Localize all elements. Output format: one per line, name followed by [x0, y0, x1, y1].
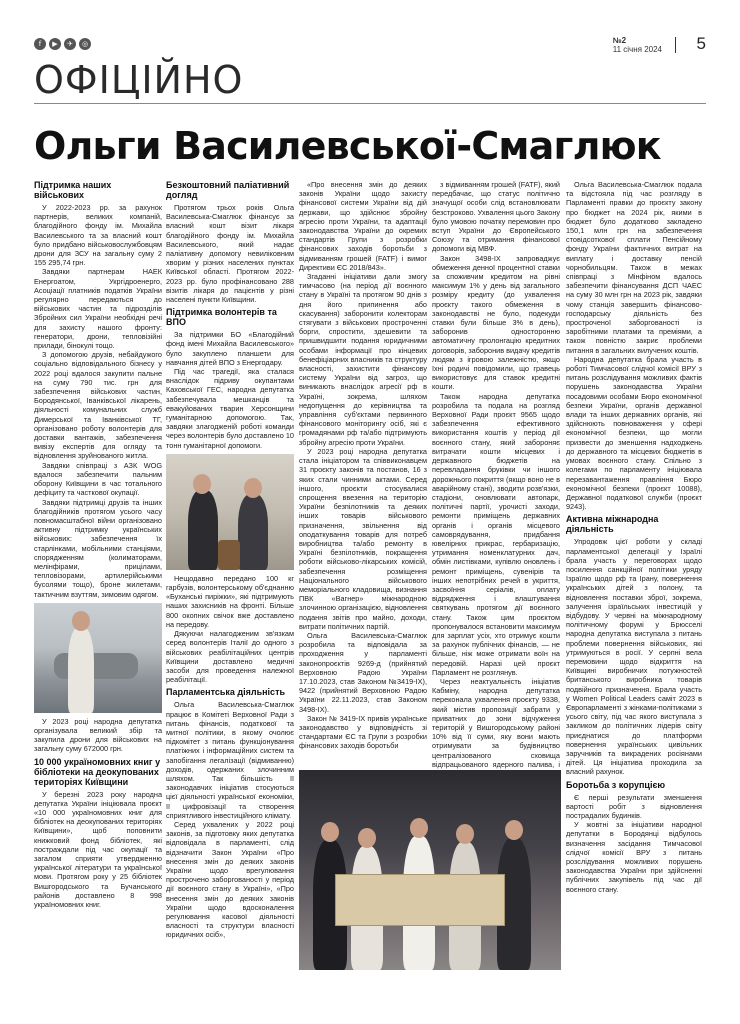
paragraph: У березні 2023 року народна депутатка України ініціювала проєкт «10 000 україномовних книг для бібліотек на деокупованих територіях Київщини», щоб поповнити книжковий фонд бібліотек, які постраждали під час окупації та загалом сприяти утвердженню української літератури та української мови. Протягом року у 25 бібліотек Вишгородського та Бучанського районів доставлено 8 998 україномовних книг. — [34, 789, 162, 909]
telegram-icon[interactable]: ✈ — [64, 38, 76, 50]
subheading: Парламентська діяльність — [166, 687, 286, 698]
subheading: Безкоштовний паліативний догляд — [166, 180, 290, 200]
paragraph: Дякуючи налагодженим зв'язкам серед волонтерів Італії до одного з військових реабілітаційних центрів Київщини доставлено медичні засоби для проведення належної реабілітації. — [166, 629, 294, 685]
photo-woman-with-car — [34, 603, 162, 713]
paragraph: Через неактуальність ініціатив Кабміну, народна депутатка переконала ухвалення проєкту 9338, який містив пропозиції забрати у приватних до зони відчуження територій у Вишгородському районі 10% від її суми, яку вони мають отримувати за будівництво централізованого сховища відпрацьованого ядерного палива, і — [432, 676, 560, 769]
page-number: 5 — [696, 34, 706, 53]
social-links — [34, 38, 91, 50]
paragraph: Завдяки співпраці з АЗК WOG вдалося забезпечити пальним оборону Київщини в час тотального дефіциту та часткової окупації. — [34, 460, 162, 498]
paragraph: Ольга Василевська-Смаглюк подала та відстояла під час розгляду в Парламенті правки до проєкту закону про бюджет на 2024 рік, якими в бюджет було додатково закладено 150,1 млн грн на забезпечення стовідсоткової сплати Пенсійному фонду України фактичних витрат на виплату і доставку пенсій чорнобильцям. Також в межах співпраці з Мінфіном вдалось забезпечити фінансування ДСП ЧАЕС на суму 30 млн грн на 2023 рік, завдяки чому станція завершить фінансово-господарську діяльність без простроченої заборгованості із заробітними платами та премiями, а також повністю закриє проблеми питання в загальних вилучених коштів. — [566, 180, 702, 355]
subheading: 10 000 україномовних книг у бібліотеки на деокупованих територіях Київщини — [34, 756, 161, 787]
paragraph: Нещодавно передано 100 кг гарбузів, волонтерському об'єднанню «Буханські пиріжки», які підтримують наших захисників на фронті. Більше 800 окопних свічок вже доставлено на передову. — [166, 573, 294, 629]
paragraph: Під час трагедії, яка сталася внаслідок підриву окупантами Каховської ГЕС, народна депутатка забезпечувала мешканців та евакуйованих тварин Херсонщини гуманітарною допомогою. Так, завдяки злагодженій роботі команди через волонтерів було доставлено 10 тонн гуманітарної допомоги. — [166, 367, 294, 450]
photo-caption: У 2023 році народна депутатка організувала великий збір та закупила дрони для військових на загальну суму 672000 грн. — [34, 716, 162, 754]
column-2 — [166, 180, 294, 940]
section-divider — [34, 103, 706, 104]
youtube-icon[interactable]: ▶ — [49, 38, 61, 50]
paragraph: Також народна депутатка розробила та подала на розгляд Верховної Ради проєкт 9565 щодо забезпечення ефективного використання коштів у період дії воєнного стану, який забороняє витрачати кошти місцевих і державного бюджетів на перевладання бруківки чи іншого дорожнього покриття (якщо воно не в аварійному стані), зводити розв'язки, стадіони, оновлювати автопарк, політичні партії, урочисті заходи, ремонти приміщень державних органів і органів місцевого самоврядування, придбання ювелірних прикрас, гербаризацію, утримання номенклатурних дач, обмін листівками, купівлю оновлень і ремонт приміщень, сувенірів та інших непотрібних речей в укриття, засвоїння серіалів, оплату відрядження і влаштування святкувань протягом дії воєнного стану. Також цим проєктом пропонувалося встановити максимум для зарплат усіх, хто отримує кошти за рахунок публічних фінансів, — не більше, ніж може отримати воїн на передовій. Наразі цей проєкт Парламент не розглянув. — [432, 391, 560, 677]
paragraph: Протягом трьох років Ольга Василевська-Смаглюк фінансує за власний кошт візит лікаря благодійного фонду ім. Михайла Василевського, який надає паліативну допомогу невиліковним хворим у різних населених пунктах Київської області. Протягом 2022-2023 рр. було профінансовано 288 візитів лікаря до пацієнтів у різні населені пункти Київщини. — [166, 203, 294, 305]
paragraph: Є перші результати зменшення вартості робіт з відновлення пострадалих будинків. — [566, 792, 702, 820]
photo-group-with-flag — [299, 770, 561, 970]
paragraph: Згаданні ініціативи дали змогу тимчасово (на період дії воєнного стану в Україні та протягом 90 днів з дня його припинення або скасування) заборонити колекторам стягувати з військових простроченні борги, спростити, здешевити та пришвидшити подання юридичними особами інформації про кінцевих бенефіціарних власників та структуру власності, захистити фінансову систему України від загроз, що виникають внаслідок агресії рф в Україні, зокрема, шляхом недопущення до керівництва та управління суб'єктами первинного фінансового моніторингу осіб, які є громадянами рф та/або підтримують збройну агресію проти України. — [299, 272, 427, 447]
issue-number: №2 — [612, 36, 627, 45]
subheading: Підтримка наших військових — [34, 180, 112, 200]
section-title: ОФІЦІЙНО — [34, 58, 244, 102]
subheading: Активна міжнародна діяльність — [566, 514, 659, 535]
paragraph: У 2022-2023 рр. за рахунок партнерів, великих компаній, благодійного фонду ім. Михайла Василевського та за власний кошт було придбано військовослужбовцям дрони для ЗСУ на загальну суму 2 155 295,74 грн. — [34, 203, 162, 268]
paragraph: З допомогою друзів, небайдужого соціально відповідального бізнесу у 2022 році вдалося закупити пальне на суму 790 тис. грн для забезпечення військових частин, Бородянської, Іванківської лікарень, діяльності комунальних служб Димерської та Іванківської ТГ, організовано роботу волонтерів для доставки вантажів, забезпечення вивізу експертів для огляду та відновлення зруйнованого житла. — [34, 350, 162, 461]
paragraph: Завдяки підтримці друзів та інших благодійників протягом усього часу повномасштабної війни організовано активну підтримку українських військових: забезпечення їх старлінками, мобільними станціями, спорядженням (колиматорами, мелінфірами, прицілами, тепловізорами, артилерійськими бусолями тощо), броне жилетами, тактичним взуттям, зимовим одягом. — [34, 497, 162, 599]
paragraph: Серед ухвалених у 2022 році законів, за підготовку яких депутатка відповідала в парламенті, слід відзначити Закон України «Про внесення змін до деяких законів України щодо врегулювання прострочено заборгованості у період дії воєнного стану в Україні», «Про внесення змін до деяких законів України щодо вдосконалення регулювання касової діяльності власності та структури власності юридичних осіб», — [166, 819, 294, 940]
paragraph: У жовтні за ініціативи народної депутатки в Бородянці відбулось визначення засідання Тимчасової слідчої комісії ВРУ з питань розслідування можливих порушень законодавства України при здійсненні публічних закупівель під час дії воєнного стану. — [566, 820, 702, 894]
paragraph: Упродовж цієї роботи у складі парламентської делегації у Ізраїлі брала участь у переговорах щодо посилення санкційної політики уряду Ізраїлю щодо рф та Ірану, повернення українських дітей з полону, та відновлення поставки зброї, зокрема, залучення ізраїльських інвестицій у відбудову. У червні на міжнародному політичному форумі у Брюсселі народна депутатка виступала з питань проблеми повернення військових, які утримуються в росії. У серпні вела перемовини щодо відкриття на Київщині виробничих потужностей британського виробника товарів подвійного призначення. Брала участь у Women Political Leaders саміт 2023 в Європарламенті з жінками-політиками з усього світу, під час якого виступала з закликом до політичних лідерів світу приєднатися до платформи повернення українських цивільних заручників та викрадених росіянами дітей. Ця ініціатива проходила за власний рахунок. — [566, 537, 702, 777]
paragraph: Закон 3498-IX запроваджує обмеження денної процентної ставки за споживчим кредитом на рівні максимум 1% у день від загального розміру кредиту (до ухвалення проєкту такого обмеження в законодавстві не було, подекуди ставки були більше 3% в день), заборонив односторонню автоматичну пролонгацію кредитних договорів, заборонив видачу кредитів людям з ігровою залежністю, якщо їхні родичі повідомили, що гравець використовує для ставок кредитні кошти. — [432, 253, 561, 392]
issue-info — [613, 36, 662, 54]
column-5 — [566, 180, 702, 894]
paragraph: з відмиванням грошей (FATF), який передбачає, що статус політично значущої особи слід встановлювати безстроково. Ухвалення цього Закону було умовою початку перемовин про вступ України до Європейського Союзу та отримання фінансової допомоги від МВФ. — [432, 180, 560, 254]
instagram-icon[interactable]: ◎ — [79, 38, 91, 50]
issue-date: 11 січня 2024 — [612, 45, 662, 54]
paragraph: Ольга Василевська-Смаглюк розробила та відповідала за проходження у парламенті законопроєктів 9269-д (прийнятий Верховною Радою України 17.10.2023, став Законом №3419-IX), 9422 (прийнятий Верховною Радою України 22.11.2023, став Законом 3498-IX). — [299, 630, 427, 714]
subheading: Боротьба з корупцією — [566, 779, 666, 790]
paragraph: У 2023 році народна депутатка стала ініціатором та співвиконавцем 31 проєкту законів та постанов, 16 з яких стали чинними актами. Серед іншого, проєкти стосувалися спрощення ввезення на територію України безпілотників та деяких інших товарів військового призначення, звільнення від оподаткування товарів для потреб виробництва та/або ремонту в Україні безпілотників, покращення роботи військово-лікарських комісій, забезпечення розміщення Національного військового меморіального кладовища, визнання ПВК «Вагнер» міжнародною злочинною організацією, відновлення подання звітів про майно, доходи, витрати політичних партій. — [299, 446, 427, 631]
headline: Ольги Василевської-Смаглюк — [34, 124, 661, 168]
paragraph: Ольга Василевська-Смаглюк працює в Комітеті Верховної Ради з питань фінансів, податкової та митної політики, в якому очолює підкомітет з питань функціонування платіжних і інформаційних систем та запобігання легалізації (відмиванню) доходів, одержаних злочинним шляхом. Так більшість її законодавчих ініціатив стосуються цієї діяльності української економіки, її цифровізації та створення сприятливого інвестиційного клімату. — [166, 700, 294, 820]
photo-volunteers — [166, 454, 294, 570]
page-header — [34, 36, 706, 56]
paragraph: Завдяки партнерам НАЕК Енергоатом, Укргідроенерго, Асоціації платників податків України регулярно передаються до військових частин та підрозділів Збройних сил України необхідні речі для захисту нашого фронту: генератори, дрони, тепловізійні прилади, бінокулі тощо. — [34, 267, 162, 351]
subheading: Підтримка волонтерів та ВПО — [166, 307, 277, 328]
paragraph: «Про внесення змін до деяких законів України щодо захисту фінансової системи України від дій держави, що здійснює збройну агресію проти України, та адаптації законодавства України до окремих стандартів Групи з розробки фінансових заходів боротьби з відмиванням грошей (FATF) і вимог Директиви ЄС 2018/843». — [299, 180, 427, 272]
paragraph: Народна депутатка брала участь в роботі Тимчасової слідчої комісії ВРУ з питань розслідування можливих фактів порушень законодавства України посадовими особами Бюро економічної безпеки України, органів державної влади та інших державних органів, які здійснюють повноваження у сфері економічної безпеки, що могли призвести до зменшення надходжень до державного та місцевих бюджетів в умовах воєнного стану. Спільно з колегами по парламенту ініціювала перезавантаження правлiння Бюро економічної безпеки (проєкт 10088), Державної податкової служби (проєкт 9243). — [566, 354, 702, 512]
column-3 — [299, 180, 427, 751]
facebook-icon[interactable]: f — [34, 38, 46, 50]
column-4 — [432, 180, 560, 806]
column-1 — [34, 180, 162, 909]
paragraph: За підтримки БО «Благодійний фонд імені Михайла Василевського» було закуплено планшети для навчання дітей ВПО з Енергодару. — [166, 330, 294, 367]
paragraph: Закон № 3419-IX привів українське законодавство у відповідність зі стандартами ЄС та Групи з розробки фінансових заходів боротьби — [299, 713, 427, 751]
header-divider — [675, 37, 676, 53]
